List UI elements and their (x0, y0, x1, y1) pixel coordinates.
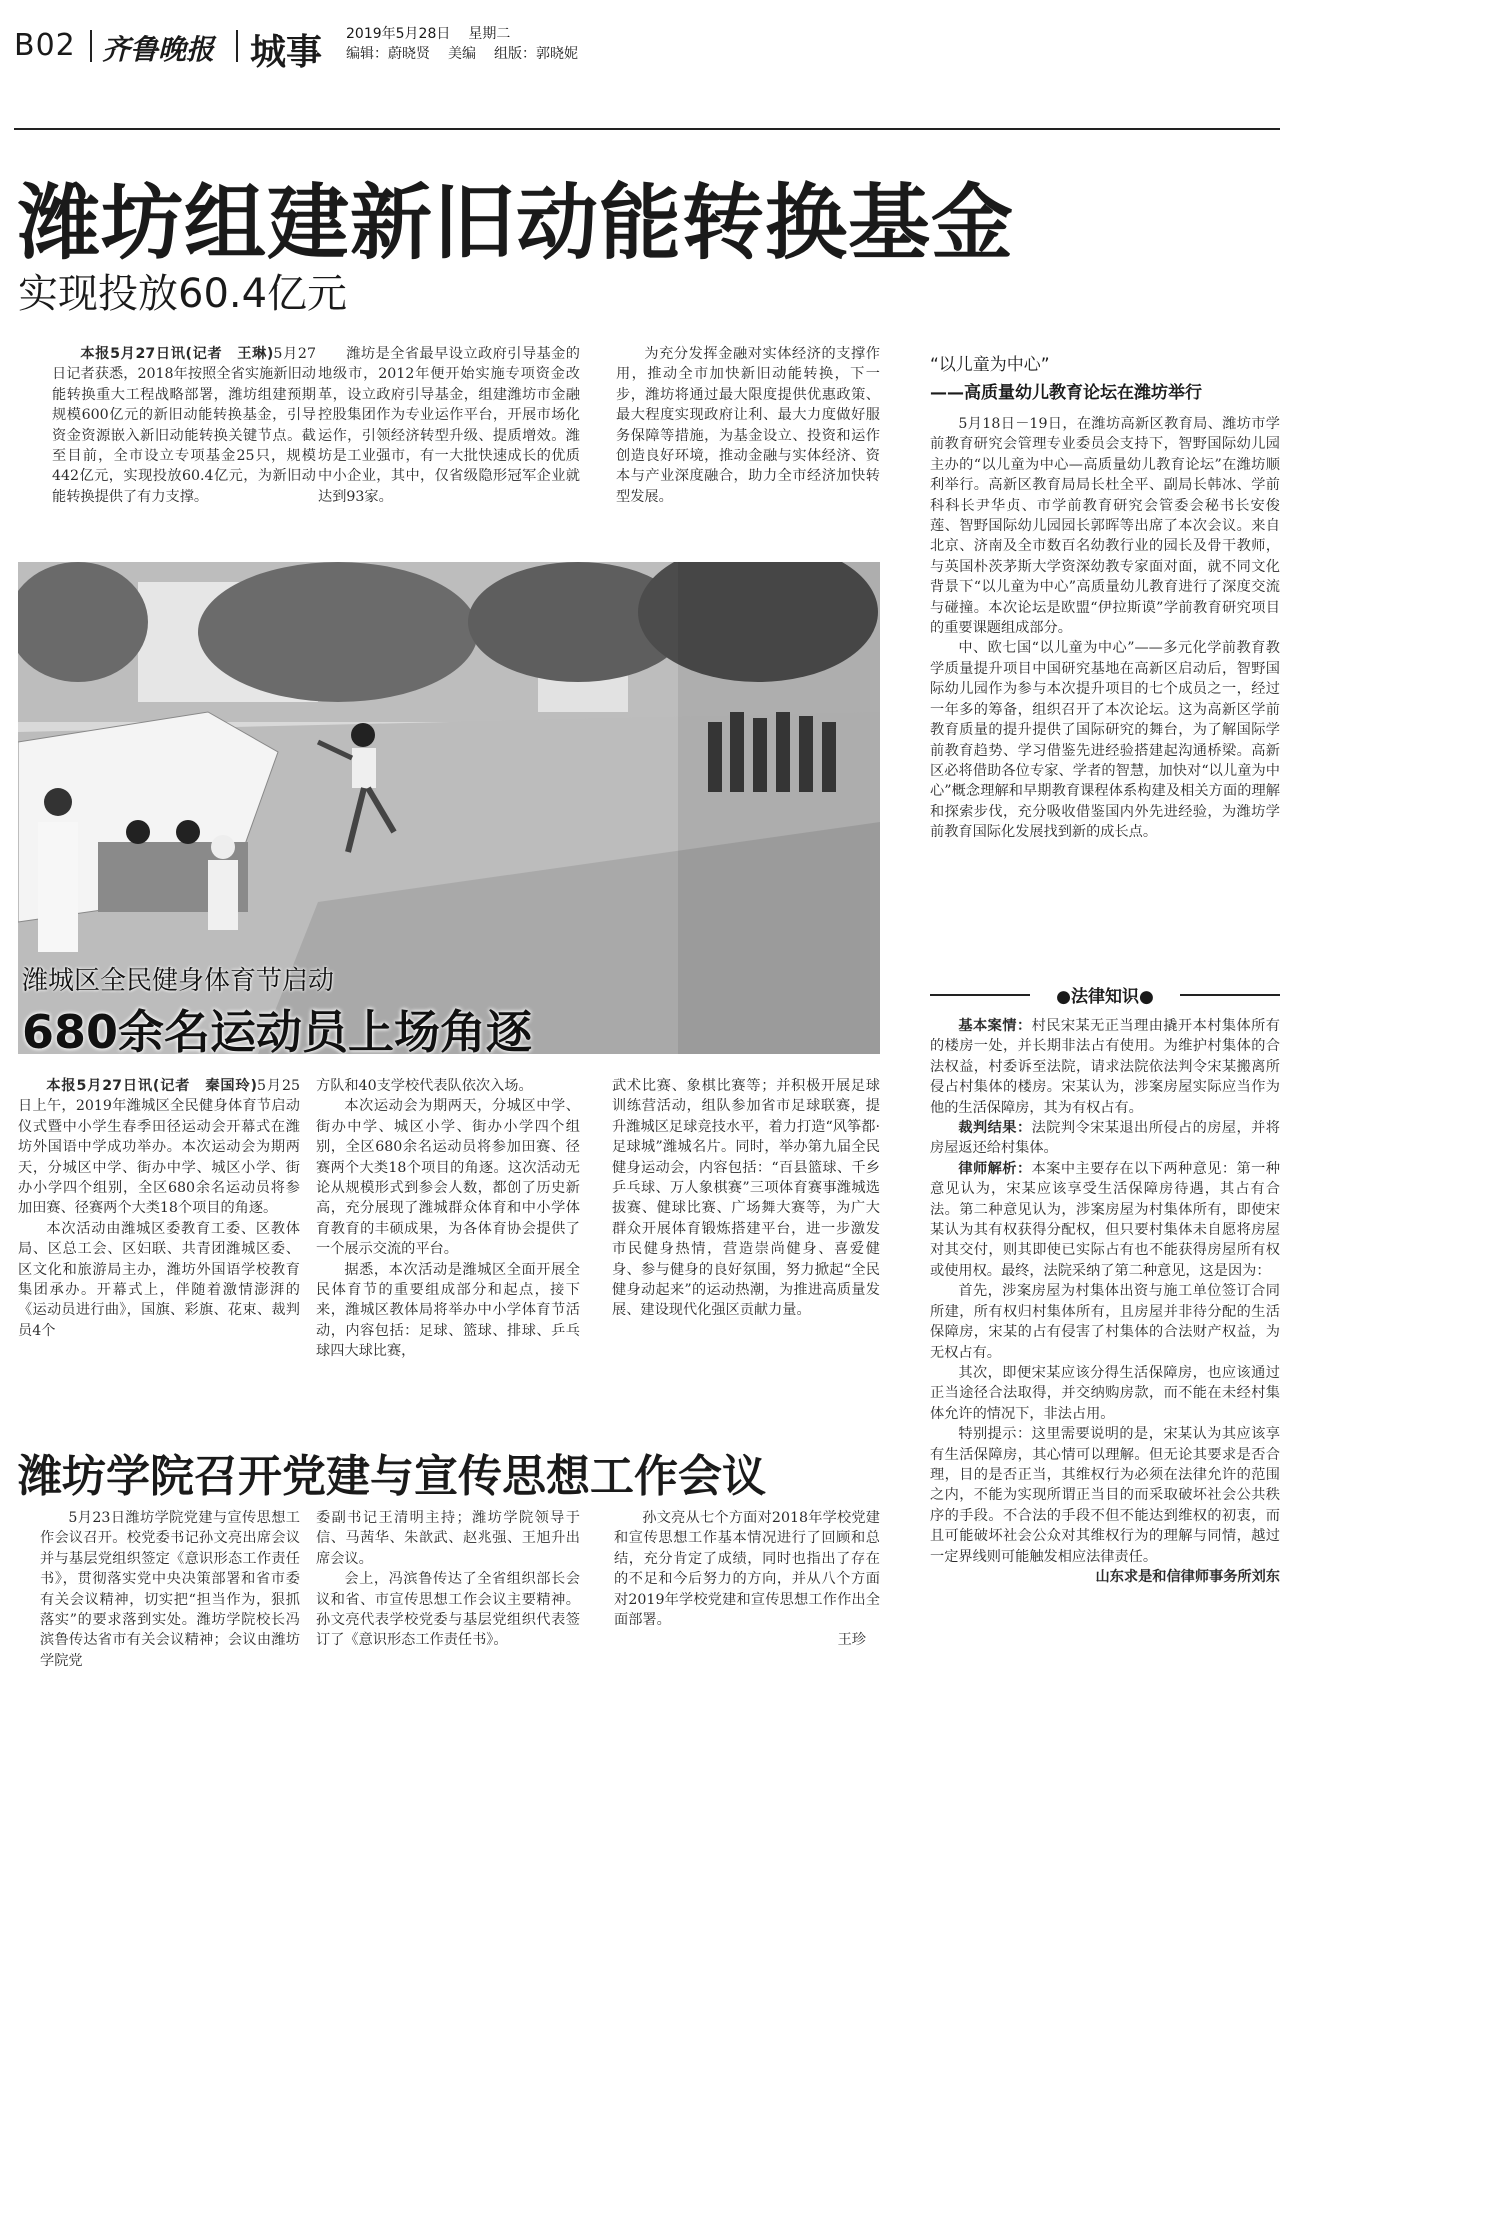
sports-col2-para3: 据悉，本次活动是潍城区全面开展全民体育节的重要组成部分和起点，接下来，潍城区教体局将举办中小学体育节活动，内容包括：足球、篮球、排球、乒乓球四大球比赛， (316, 1261, 580, 1360)
sports-col1-para2: 本次活动由潍城区委教育工委、区教体局、区总工会、区妇联、共青团潍城区委、区文化和旅游局主办，潍坊外国语学校教育集团承办。开幕式上，伴随着激情澎湃的《运动员进行曲》，国旗、彩旗、花束、裁判员4个 (18, 1220, 300, 1339)
sports-col2-para1: 方队和40支学校代表队依次入场。 (316, 1078, 533, 1094)
forum-headline: ——高质量幼儿教育论坛在潍坊举行 (930, 383, 1202, 403)
lead-headline: 潍坊组建新旧动能转换基金 (18, 176, 1015, 271)
dateline: 本报5月27日讯(记者 王琳) (80, 346, 274, 362)
forum-body (930, 414, 1280, 843)
header-divider (90, 30, 92, 62)
header-meta (346, 24, 596, 64)
lead-column-2: 潍坊是全省最早设立政府引导基金的地级市，2012年便开始实施专项资金改革，设立政府引导基金，组建潍坊市金融控股集团作为专业运作平台，开展市场化运作，引领经济转型升级、提质增效。潍坊是工业强市，有一大批快速成长的优质中小企业，其中，仅省级隐形冠军企业就达到93家。 (318, 346, 580, 505)
law-heading-text: ●法律知识● (1056, 987, 1154, 1007)
header-rule (14, 128, 1280, 130)
lead-column-1 (52, 344, 316, 507)
lead-col1-text: 5月27日记者获悉，2018年按照全省实施新旧动能转换重大工程战略部署，潍坊组建预期规模600亿元的新旧动能转换基金，引导资金资源嵌入新旧动能转换关键节点。截至目前，全市设立专项基金25只，规模442亿元，实现投放60.4亿元，为新旧动能转换提供了有力支撑。 (52, 346, 316, 505)
verdict-text: 法院判令宋某退出所侵占的房屋，并将房屋返还给村集体。 (930, 1120, 1280, 1157)
college-col2-para2: 会上，冯滨鲁传达了全省组织部长会议和省、市宣传思想工作会议主要精神。孙文亮代表学校党委与基层党组织代表签订了《意识形态工作责任书》。 (316, 1571, 580, 1649)
case-text: 村民宋某无正当理由撬开本村集体所有的楼房一处，并长期非法占有使用。为维护村集体的合法权益，村委诉至法院，请求法院依法判令宋某搬离所侵占村集体的楼房。宋某认为，涉案房屋实际应当作为他的生活保障房，其为有权占有。 (930, 1018, 1280, 1116)
issue-weekday: 星期二 (468, 26, 511, 42)
page-number: B02 (14, 28, 76, 63)
law-para-first: 首先，涉案房屋为村集体出资与施工单位签订合同所建，所有权归村集体所有，且房屋并非待分配的生活保障房，宋某的占有侵害了村集体的合法财产权益，为无权占有。 (930, 1283, 1280, 1361)
editor-credit: 编辑：蔚晓贤 (346, 46, 430, 62)
college-col3-text: 孙文亮从七个方面对2018年学校党建和宣传思想工作基本情况进行了回顾和总结，充分肯定了成绩，同时也指出了存在的不足和今后努力的方向，并从八个方面对2019年学校党建和宣传思想工作作出全面部署。 (614, 1510, 880, 1629)
verdict-label: 裁判结果： (958, 1120, 1032, 1137)
sports-column-3: 武术比赛、象棋比赛等；并积极开展足球训练营活动，组队参加省市足球联赛，提升潍城区足球竞技水平，着力打造“风筝都·足球城”潍城名片。同时，举办第九届全民健身运动会，内容包括：“百县篮球、千乡乒乓球、万人象棋赛”三项体育赛事潍城选拔赛、健球比赛、广场舞大赛等，为广大群众开展体育锻炼搭建平台，进一步激发市民健身热情，营造崇尚健身、喜爱健身、参与健身的良好氛围，努力掀起“全民健身动起来”的运动热潮，为推进高质量发展、建设现代化强区贡献力量。 (612, 1078, 880, 1319)
issue-date: 2019年5月28日 (346, 26, 451, 42)
college-byline: 王珍 (837, 1632, 866, 1649)
forum-para-2: 中、欧七国“以儿童为中心”——多元化学前教育教学质量提升项目中国研究基地在高新区启动后，智野国际幼儿园作为参与本次提升项目的七个成员之一，经过一年多的筹备，组织召开了本次论坛。这为高新区学前教育质量的提升提供了国际研究的舞台，为了解国际学前教育趋势、学习借鉴先进经验搭建起沟通桥梁。高新区必将借助各位专家、学者的智慧，加快对“以儿童为中心”概念理解和早期教育课程体系构建及相关方面的理解和探索步伐，充分吸收借鉴国内外先进经验，为潍坊学前教育国际化发展找到新的成长点。 (930, 640, 1280, 841)
sports-col2-para2: 本次运动会为期两天，分城区中学、街办中学、城区小学、街办小学四个组别，全区680余名运动员将参加田赛、径赛两个大类18个项目的角逐。这次活动无论从规模形式到参会人数，都创了历史新高，充分展现了潍城群众体育和中小学体育教育的丰硕成果，为各体育协会提供了一个展示交流的平台。 (316, 1098, 580, 1258)
sports-col1-text: 5月25日上午，2019年潍城区全民健身体育节启动仪式暨中小学生春季田径运动会开幕式在潍坊外国语中学成功举办。本次运动会为期两天，分城区中学、街办中学、城区小学、街办小学四个组别，全区680余名运动员将参加田赛、径赛两个大类18个项目的角逐。 (18, 1078, 300, 1217)
art-credit: 美编 (448, 46, 476, 62)
analysis-text: 本案中主要存在以下两种意见：第一种意见认为，宋某应该享受生活保障房待遇，其占有合法。第二种意见认为，涉案房屋为村集体所有，即使宋某认为其有权获得分配权，但只要村集体未自愿将房屋对其交付，则其即使已实际占有也不能获得房屋所有权或使用权。最终，法院采纳了第二种意见，这是因为： (930, 1160, 1280, 1279)
section-name: 城事 (250, 32, 323, 73)
college-column-3 (614, 1508, 880, 1651)
college-column-1: 5月23日潍坊学院党建与宣传思想工作会议召开。校党委书记孙文亮出席会议并与基层党组织签定《意识形态工作责任书》，贯彻落实党中央决策部署和省市委有关会议精神，切实把“担当作为，狠抓落实”的要求落到实处。潍坊学院校长冯滨鲁传达省市有关会议精神；会议由潍坊学院党 (40, 1510, 300, 1669)
photo-caption-headline: 680余名运动员上场角逐 (22, 1005, 533, 1059)
forum-kicker: “以儿童为中心” (930, 355, 1050, 375)
law-column-body (930, 1016, 1280, 1587)
law-para-note: 特别提示：这里需要说明的是，宋某认为其应该享有生活保障房，其心情可以理解。但无论其要求是否合理，目的是否正当，其维权行为必须在法律允许的范围之内，不能为实现所谓正当目的而采取破坏社会公共秩序的手段。不合法的手段不但不能达到维权的初衷，而且可能破坏社会公众对其维权行为的理解与同情，越过一定界线则可能触发相应法律责任。 (930, 1426, 1280, 1565)
header-divider (236, 30, 238, 62)
law-para-second: 其次，即便宋某应该分得生活保障房，也应该通过正当途径合法取得，并交纳购房款，而不能在未经村集体允许的情况下，非法占用。 (930, 1364, 1280, 1422)
heading-rule-right (1180, 994, 1280, 996)
college-col2-para1: 委副书记王清明主持；潍坊学院领导于信、马茜华、朱歆武、赵兆强、王旭升出席会议。 (316, 1510, 580, 1567)
newspaper-logo: 齐鲁晚报 (102, 33, 215, 66)
sports-column-2 (316, 1076, 580, 1362)
dateline: 本报5月27日讯(记者 秦国玲) (46, 1078, 258, 1094)
sports-column-1 (18, 1076, 300, 1341)
layout-credit: 组版：郭晓妮 (494, 46, 578, 62)
lead-subheadline: 实现投放60.4亿元 (18, 271, 348, 317)
case-label: 基本案情： (958, 1018, 1032, 1034)
college-headline: 潍坊学院召开党建与宣传思想工作会议 (18, 1451, 766, 1502)
law-column-heading (930, 980, 1280, 1010)
lead-column-3: 为充分发挥金融对实体经济的支撑作用，推动全市加快新旧动能转换，下一步，潍坊将通过最大限度提供优惠政策、最大程度实现政府让利、最大力度做好服务保障等措施，为基金设立、投资和运作创造良好环境，推动金融与实体经济、资本与产业深度融合，助力全市经济加快转型发展。 (616, 346, 880, 505)
law-signature: 山东求是和信律师事务所刘东 (1095, 1568, 1280, 1585)
heading-rule-left (930, 994, 1030, 996)
photo-caption-top: 潍城区全民健身体育节启动 (22, 966, 335, 996)
college-column-2 (316, 1508, 580, 1651)
forum-para-1: 5月18日－19日，在潍坊高新区教育局、潍坊市学前教育研究会管理专业委员会支持下，智野国际幼儿园主办的“以儿童为中心—高质量幼儿教育论坛”在潍坊顺利举行。高新区教育局局长杜全平、副局长韩冰、学前科科长尹华贞、市学前教育研究会管委会秘书长安俊莲、智野国际幼儿园园长郭晖等出席了本次会议。来自北京、济南及全市数百名幼教行业的园长及骨干教师，与英国朴茨茅斯大学资深幼教专家面对面，就不同文化背景下“以儿童为中心”高质量幼儿教育进行了深度交流与碰撞。本次论坛是欧盟“伊拉斯谟”学前教育研究项目的重要课题组成部分。 (930, 416, 1280, 637)
analysis-label: 律师解析： (958, 1160, 1032, 1177)
